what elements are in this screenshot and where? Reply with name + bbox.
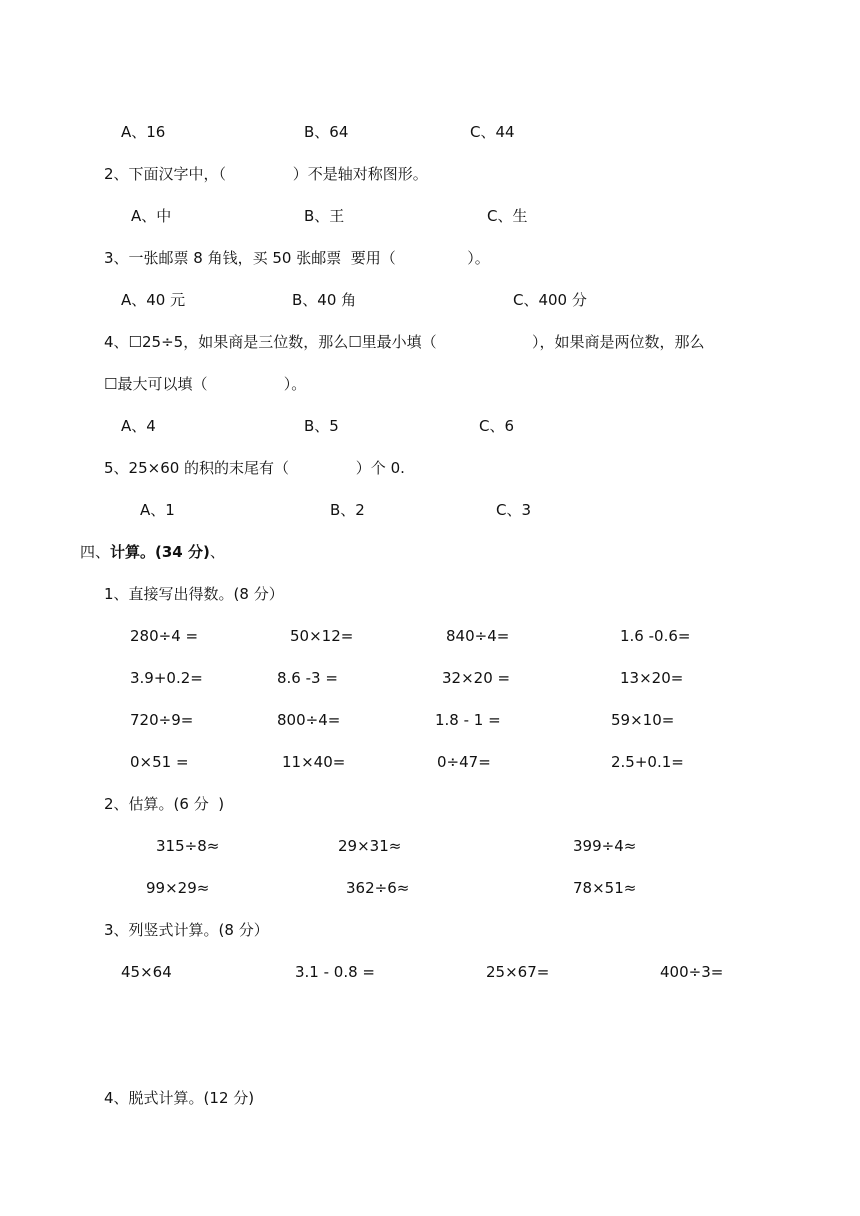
part1-item: 1.8 - 1 = — [435, 711, 501, 729]
part3-item: 400÷3= — [660, 963, 724, 981]
part2-item: 399÷4≈ — [573, 837, 637, 855]
q1-option-b: B、64 — [304, 123, 349, 141]
q2-option-b: B、王 — [304, 207, 345, 225]
part1-item: 11×40= — [282, 753, 346, 771]
q2-stem: 2、下面汉字中，（ ）不是轴对称图形。 — [104, 165, 428, 183]
part1-item: 13×20= — [620, 669, 684, 687]
part1-item: 800÷4= — [277, 711, 341, 729]
part1-item: 280÷4 = — [130, 627, 199, 645]
part3-item: 45×64 — [121, 963, 172, 981]
q1-option-c: C、44 — [470, 123, 515, 141]
part1-title: 1、直接写出得数。(8 分） — [104, 585, 284, 603]
part2-item: 362÷6≈ — [346, 879, 410, 897]
part2-item: 99×29≈ — [146, 879, 210, 897]
part2-item: 29×31≈ — [338, 837, 402, 855]
q3-option-b: B、40 角 — [292, 291, 357, 309]
part2-item: 78×51≈ — [573, 879, 637, 897]
q4-option-b: B、5 — [304, 417, 339, 435]
section-heading — [80, 542, 225, 562]
part3-title: 3、列竖式计算。(8 分） — [104, 921, 269, 939]
section-heading-suffix: 、 — [209, 543, 225, 561]
part1-item: 1.6 -0.6= — [620, 627, 691, 645]
part3-item: 25×67= — [486, 963, 550, 981]
q4-option-a: A、4 — [121, 417, 156, 435]
q5-option-b: B、2 — [330, 501, 365, 519]
part1-item: 50×12= — [290, 627, 354, 645]
q2-option-a: A、中 — [131, 207, 172, 225]
q4-stem-line1: 4、☐25÷5，如果商是三位数，那么☐里最小填（ ），如果商是两位数，那么 — [104, 333, 705, 351]
part1-item: 2.5+0.1= — [611, 753, 684, 771]
q3-option-c: C、400 分 — [513, 291, 587, 309]
part3-item: 3.1 - 0.8 = — [295, 963, 375, 981]
section-heading-prefix: 四、 — [80, 543, 111, 561]
q4-option-c: C、6 — [479, 417, 515, 435]
q3-stem: 3、一张邮票 8 角钱，买 50 张邮票 要用（ ）。 — [104, 249, 490, 267]
section-heading-title: 计算。(34 分) — [110, 543, 210, 561]
part1-item: 0×51 = — [130, 753, 189, 771]
q4-stem-line2: ☐最大可以填（ ）。 — [104, 375, 307, 393]
part1-item: 0÷47= — [437, 753, 491, 771]
q3-option-a: A、40 元 — [121, 291, 186, 309]
part1-item: 8.6 -3 = — [277, 669, 338, 687]
part4-title: 4、脱式计算。(12 分) — [104, 1089, 255, 1107]
part1-item: 3.9+0.2= — [130, 669, 203, 687]
part2-title: 2、估算。(6 分 ) — [104, 795, 225, 813]
q2-option-c: C、生 — [487, 207, 528, 225]
part2-item: 315÷8≈ — [156, 837, 220, 855]
q5-stem: 5、25×60 的积的末尾有（ ）个 0. — [104, 459, 405, 477]
q1-option-a: A、16 — [121, 123, 166, 141]
part1-item: 59×10= — [611, 711, 675, 729]
part1-item: 32×20 = — [442, 669, 511, 687]
q5-option-c: C、3 — [496, 501, 532, 519]
q5-option-a: A、1 — [140, 501, 175, 519]
part1-item: 840÷4= — [446, 627, 510, 645]
part1-item: 720÷9= — [130, 711, 194, 729]
